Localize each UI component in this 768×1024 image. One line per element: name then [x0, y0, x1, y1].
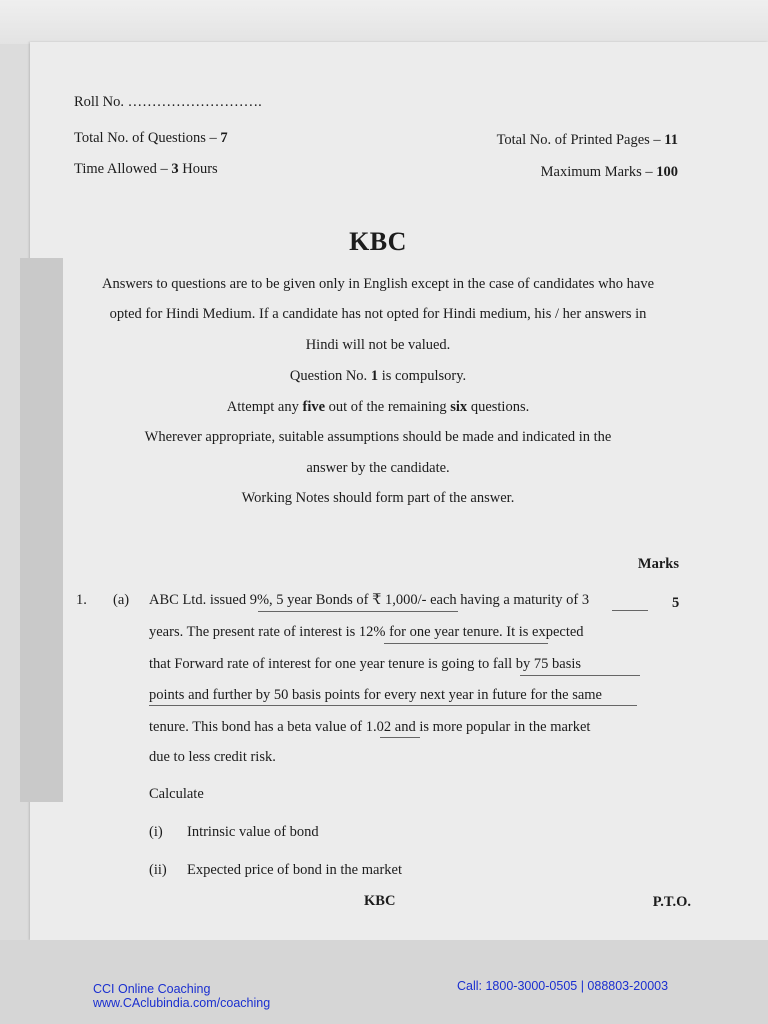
pen-underline: [258, 611, 458, 612]
total-pages-label: Total No. of Printed Pages –: [496, 132, 665, 148]
paper-title: KBC: [349, 227, 407, 256]
question-text-line: due to less credit risk.: [149, 749, 276, 765]
coaching-name-link[interactable]: CCI Online Coaching: [93, 982, 211, 996]
sub-item-text: Intrinsic value of bond: [187, 824, 319, 840]
instruction-line-1: Answers to questions are to be given only in English except in the case of candidates who have: [101, 276, 655, 292]
attempt-instruction: [70, 400, 686, 415]
instruction-line-3: Hindi will not be valued.: [305, 337, 451, 353]
pen-underline: [520, 675, 640, 676]
sub-item-text: Expected price of bond in the market: [187, 862, 403, 878]
coaching-phone-link[interactable]: Call: 1800-3000-0505 | 088803-20003: [457, 979, 669, 993]
question-text-line: that Forward rate of interest for one year tenure is going to fall by 75 basis: [149, 656, 582, 672]
total-questions-value: 7: [220, 130, 228, 146]
coaching-banner: [0, 940, 768, 1024]
assumptions-line-1: Wherever appropriate, suitable assumptions should be made and indicated in the: [144, 429, 612, 445]
question-text-line: tenure. This bond has a beta value of 1.02 and is more popular in the market: [149, 719, 591, 735]
total-questions: [74, 131, 228, 146]
page-footer-code: KBC: [364, 893, 396, 909]
maximum-marks-label: Maximum Marks –: [540, 164, 657, 180]
question-number: 1.: [76, 592, 87, 608]
assumptions-line-2: answer by the candidate.: [306, 460, 450, 476]
page-footer-pto: P.T.O.: [652, 894, 691, 910]
pen-underline: [384, 643, 548, 644]
time-allowed-label: Time Allowed –: [74, 161, 172, 177]
compulsory-pre: Question No.: [289, 368, 371, 384]
time-allowed-unit: Hours: [178, 161, 218, 177]
attempt-five: five: [302, 399, 326, 415]
marks-column-header: Marks: [637, 556, 679, 572]
pen-underline: [612, 610, 648, 611]
question-text-line: points and further by 50 basis points for every next year in future for the same: [149, 687, 602, 703]
sub-item-number: (ii): [149, 862, 167, 878]
calculate-label: Calculate: [149, 786, 204, 802]
attempt-post: questions.: [467, 399, 530, 415]
attempt-six: six: [450, 399, 468, 415]
maximum-marks-value: 100: [656, 164, 678, 180]
attempt-pre: Attempt any: [226, 399, 303, 415]
question-text-line: ABC Ltd. issued 9%, 5 year Bonds of ₹ 1,000/- each having a maturity of 3: [149, 592, 590, 608]
instruction-line-2: opted for Hindi Medium. If a candidate has not opted for Hindi medium, his / her answers in: [109, 306, 647, 322]
scan-shadow: [20, 258, 63, 802]
scan-top-margin: [0, 0, 768, 44]
pen-underline: [380, 737, 420, 738]
total-pages: [497, 133, 678, 148]
roll-number-line: Roll No. ……………………….: [74, 94, 262, 110]
time-allowed-value: 3: [171, 161, 179, 177]
compulsory-instruction: [70, 369, 686, 384]
maximum-marks: [541, 165, 678, 180]
total-pages-value: 11: [664, 132, 678, 148]
question-text-line: years. The present rate of interest is 12% for one year tenure. It is expected: [149, 624, 584, 640]
time-allowed: [74, 162, 218, 177]
pen-underline: [149, 705, 637, 706]
attempt-mid: out of the remaining: [325, 399, 451, 415]
sub-item-number: (i): [149, 824, 163, 840]
compulsory-number: 1: [370, 368, 379, 384]
question-part: (a): [113, 592, 130, 608]
working-notes-instruction: Working Notes should form part of the answer.: [241, 490, 515, 506]
coaching-url-link[interactable]: www.CAclubindia.com/coaching: [93, 996, 271, 1010]
total-questions-label: Total No. of Questions –: [74, 130, 221, 146]
compulsory-post: is compulsory.: [378, 368, 467, 384]
question-marks: 5: [672, 595, 680, 611]
